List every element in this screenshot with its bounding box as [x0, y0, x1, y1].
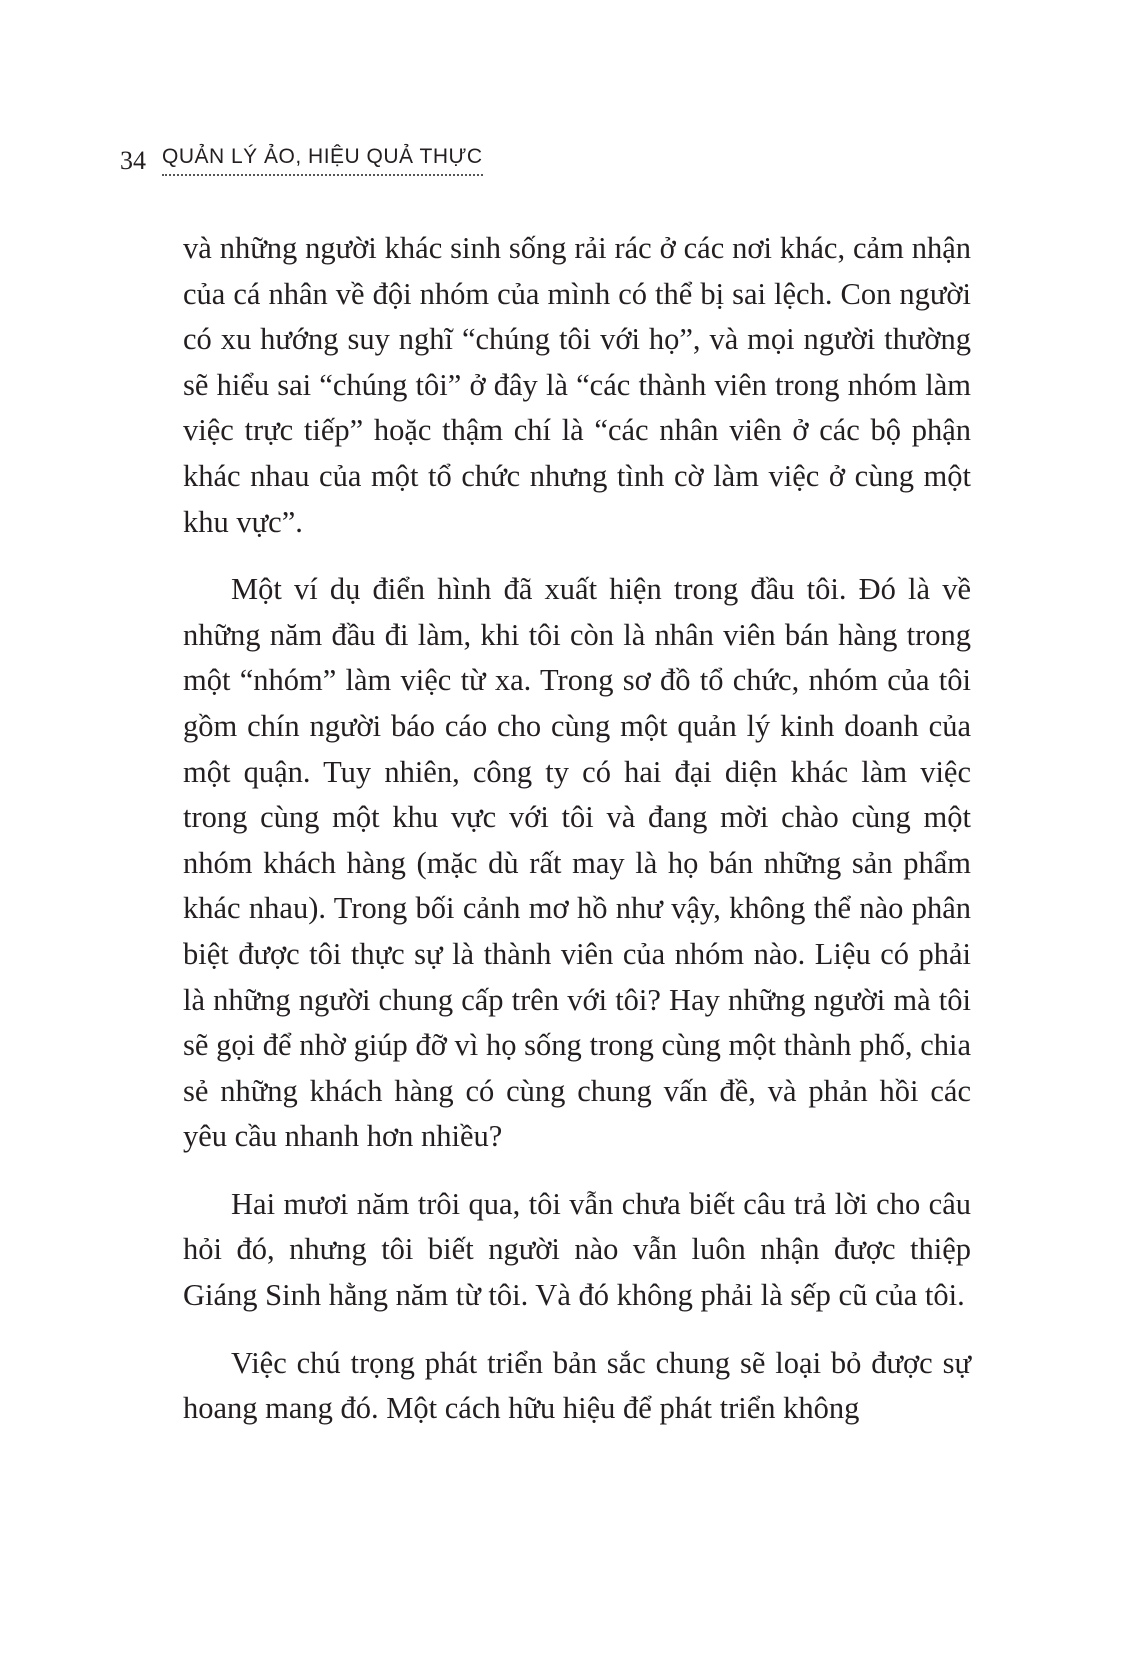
paragraph: Hai mươi năm trôi qua, tôi vẫn chưa biết câu trả lời cho câu hỏi đó, nhưng tôi biết người nào vẫn luôn nhận được thiệp Giáng Sinh hằng năm từ tôi. Và đó không phải là sếp cũ của tôi.: [183, 1186, 971, 1313]
paragraph: Việc chú trọng phát triển bản sắc chung sẽ loại bỏ được sự hoang mang đó. Một cách hữu hiệu để phát triển không: [183, 1345, 971, 1426]
paragraph: và những người khác sinh sống rải rác ở các nơi khác, cảm nhận của cá nhân về đội nhóm của mình có thể bị sai lệch. Con người có xu hướng suy nghĩ “chúng tôi với họ”, và mọi người thường sẽ hiểu sai “chúng tôi” ở đây là “các thành viên trong nhóm làm việc trực tiếp” hoặc thậm chí là “các nhân viên ở các bộ phận khác nhau của một tổ chức nhưng tình cờ làm việc ở cùng một khu vực”.: [183, 231, 971, 539]
running-title: QUẢN LÝ ẢO, HIỆU QUẢ THỰC: [162, 142, 483, 176]
body-text: [183, 226, 971, 1454]
paragraph: Một ví dụ điển hình đã xuất hiện trong đầu tôi. Đó là về những năm đầu đi làm, khi tôi còn là nhân viên bán hàng trong một “nhóm” làm việc từ xa. Trong sơ đồ tổ chức, nhóm của tôi gồm chín người báo cáo cho cùng một quản lý kinh doanh của một quận. Tuy nhiên, công ty có hai đại diện khác làm việc trong cùng một khu vực với tôi và đang mời chào cùng một nhóm khách hàng (mặc dù rất may là họ bán những sản phẩm khác nhau). Trong bối cảnh mơ hồ như vậy, không thể nào phân biệt được tôi thực sự là thành viên của nhóm nào. Liệu có phải là những người chung cấp trên với tôi? Hay những người mà tôi sẽ gọi để nhờ giúp đỡ vì họ sống trong cùng một thành phố, chia sẻ những khách hàng có cùng chung vấn đề, và phản hồi các yêu cầu nhanh hơn nhiều?: [183, 572, 971, 1154]
page-header: [120, 136, 483, 176]
page-number: 34: [120, 146, 146, 175]
